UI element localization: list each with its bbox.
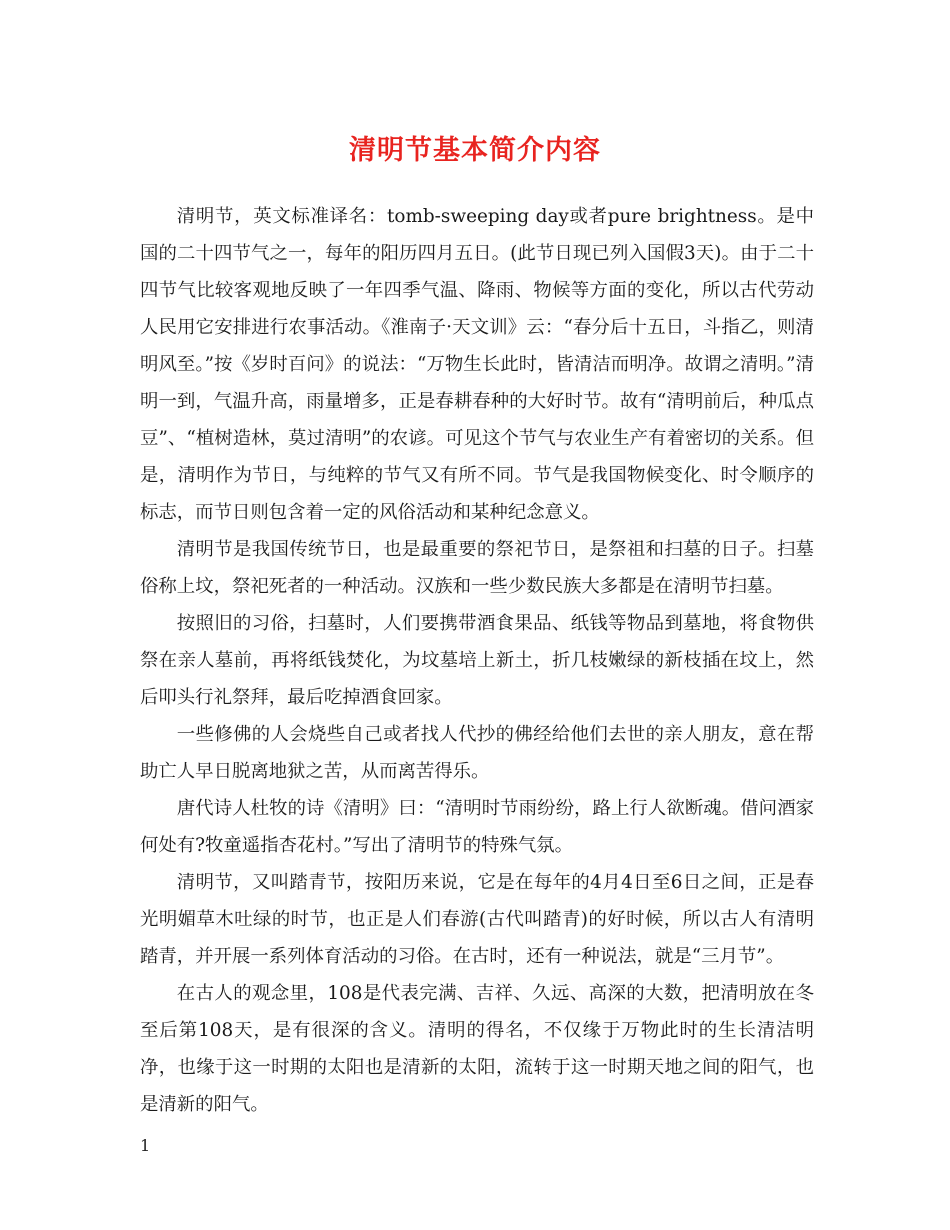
paragraph-3: 按照旧的习俗，扫墓时，人们要携带酒食果品、纸钱等物品到墓地，将食物供祭在亲人墓前，再将纸钱焚化，为坟墓培上新土，折几枝嫩绿的新枝插在坟上，然后叩头行礼祭拜，最后吃掉酒食回家。 <box>140 613 814 708</box>
document-title: 清明节基本简介内容 <box>349 135 601 166</box>
paragraph-1: 清明节，英文标准译名：tomb-sweeping day或者pure brightness。是中国的二十四节气之一，每年的阳历四月五日。(此节日现已列入国假3天)。由于二十四节气比较客观地反映了一年四季气温、降雨、物候等方面的变化，所以古代劳动人民用它安排进行农事活动。《淮南子·天文训》云：“春分后十五日，斗指乙，则清明风至。”按《岁时百问》的说法：“万物生长此时，皆清洁而明净。故谓之清明。”清明一到，气温升高，雨量增多，正是春耕春种的大好时节。故有“清明前后，种瓜点豆”、“植树造林，莫过清明”的农谚。可见这个节气与农业生产有着密切的关系。但是，清明作为节日，与纯粹的节气又有所不同。节气是我国物候变化、时令顺序的标志，而节日则包含着一定的风俗活动和某种纪念意义。 <box>140 206 814 523</box>
paragraph-7: 在古人的观念里，108是代表完满、吉祥、久远、高深的大数，把清明放在冬至后第108天，是有很深的含义。清明的得名，不仅缘于万物此时的生长清洁明净，也缘于这一时期的太阳也是清新的太阳，流转于这一时期天地之间的阳气，也是清新的阳气。 <box>140 983 814 1115</box>
paragraph-4: 一些修佛的人会烧些自己或者找人代抄的佛经给他们去世的亲人朋友，意在帮助亡人早日脱离地狱之苦，从而离苦得乐。 <box>140 724 814 782</box>
page-number: 1 <box>140 1136 151 1155</box>
paragraph-5: 唐代诗人杜牧的诗《清明》曰：“清明时节雨纷纷，路上行人欲断魂。借问酒家何处有?牧童遥指杏花村。”写出了清明节的特殊气氛。 <box>140 798 814 856</box>
document-body <box>140 198 814 1123</box>
paragraph-2: 清明节是我国传统节日，也是最重要的祭祀节日，是祭祖和扫墓的日子。扫墓俗称上坟，祭祀死者的一种活动。汉族和一些少数民族大多都是在清明节扫墓。 <box>140 539 814 597</box>
paragraph-6: 清明节，又叫踏青节，按阳历来说，它是在每年的4月4日至6日之间，正是春光明媚草木吐绿的时节，也正是人们春游(古代叫踏青)的好时候，所以古人有清明踏青，并开展一系列体育活动的习俗。在古时，还有一种说法，就是“三月节”。 <box>140 872 814 967</box>
